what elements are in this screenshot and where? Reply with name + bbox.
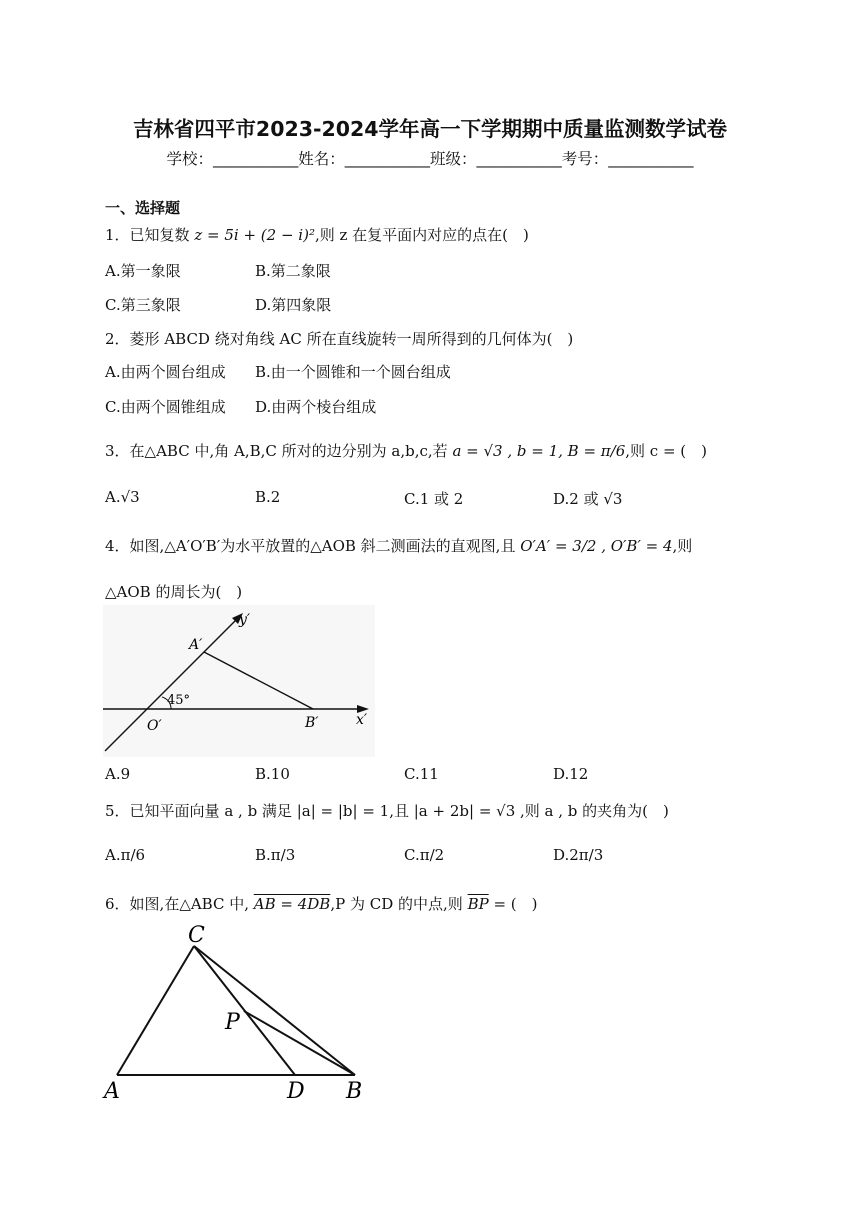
question-3-stem: 3．在△ABC 中,角 A,B,C 所对的边分别为 a,b,c,若 a = √3 , b = 1, B = π/6,则 c = ( ) xyxy=(105,442,708,460)
point-c-label: C xyxy=(188,923,205,948)
question-2-stem: 2．菱形 ABCD 绕对角线 AC 所在直线旋转一周所得到的几何体为( ) xyxy=(105,330,574,348)
q6-asked-vector: $\overline{BP}$ xyxy=(467,895,489,913)
q4-option-d[interactable]: D.12 xyxy=(553,765,589,783)
question-5-stem: 5．已知平面向量 a , b 满足 |a| = |b| = 1,且 |a + 2b| = √3 ,则 a , b 的夹角为( ) xyxy=(105,802,669,820)
q1-formula: z = 5i + (2 − i)² xyxy=(194,226,315,244)
q4-option-a[interactable]: A.9 xyxy=(105,765,131,783)
q4-option-b[interactable]: B.10 xyxy=(255,765,290,783)
question-1-stem: 1．已知复数 z = 5i + (2 − i)²,则 z 在复平面内对应的点在( ) xyxy=(105,226,529,244)
point-p-label: P xyxy=(225,1010,240,1035)
q3-option-c[interactable]: C.1 或 2 xyxy=(404,490,464,508)
q6-figure xyxy=(100,918,380,1108)
question-4-stem: 4．如图,△A′O′B′为水平放置的△AOB 斜二测画法的直观图,且 O′A′ = 3/2 , O′B′ = 4,则 xyxy=(105,537,693,555)
q5-option-d[interactable]: D.2π/3 xyxy=(553,846,604,864)
angle-label: 45° xyxy=(167,693,191,708)
question-6-stem: 6．如图,在△ABC 中, AB = 4DB,P 为 CD 的中点,则 $\overline{BP}$ = ( ) xyxy=(105,895,538,913)
q1-option-b[interactable]: B.第二象限 xyxy=(255,262,331,280)
q1-option-c[interactable]: C.第三象限 xyxy=(105,296,181,314)
q3-option-b[interactable]: B.2 xyxy=(255,488,281,506)
section-heading: 一、选择题 xyxy=(105,199,181,217)
segment-c-b xyxy=(194,946,355,1075)
segment-p-b xyxy=(244,1011,355,1075)
point-a-label: A xyxy=(104,1079,120,1104)
q1-option-a[interactable]: A.第一象限 xyxy=(105,262,181,280)
q2-option-a[interactable]: A.由两个圆台组成 xyxy=(105,363,226,381)
segment-a-c xyxy=(117,946,194,1075)
point-a-label: A′ xyxy=(189,637,203,653)
q5-option-c[interactable]: C.π/2 xyxy=(404,846,445,864)
q3-option-d[interactable]: D.2 或 √3 xyxy=(553,490,623,508)
point-b-label: B xyxy=(346,1079,363,1104)
question-4-stem-line2: △AOB 的周长为( ) xyxy=(105,583,243,601)
student-info-line: 学校：___________姓名：___________班级：___________考号：___________ xyxy=(166,150,694,168)
q4-figure xyxy=(103,605,375,757)
q2-option-d[interactable]: D.由两个棱台组成 xyxy=(255,398,377,416)
q4-option-c[interactable]: C.11 xyxy=(404,765,439,783)
point-d-label: D xyxy=(287,1079,305,1104)
q3-option-a[interactable]: A.√3 xyxy=(105,488,140,506)
y-axis-label: y′ xyxy=(239,612,251,628)
q4-condition: O′A′ = 3/2 , O′B′ = 4 xyxy=(520,537,673,555)
point-o-label: O′ xyxy=(147,718,162,734)
exam-title: 吉林省四平市2023-2024学年高一下学期期中质量监测数学试卷 xyxy=(132,117,728,141)
point-b-label: B′ xyxy=(305,715,319,731)
q3-condition: a = √3 , b = 1, B = π/6 xyxy=(452,442,626,460)
x-axis-label: x′ xyxy=(356,712,368,728)
q5-option-a[interactable]: A.π/6 xyxy=(105,846,146,864)
q1-option-d[interactable]: D.第四象限 xyxy=(255,296,332,314)
q2-option-b[interactable]: B.由一个圆锥和一个圆台组成 xyxy=(255,363,451,381)
q2-option-c[interactable]: C.由两个圆锥组成 xyxy=(105,398,226,416)
q5-option-b[interactable]: B.π/3 xyxy=(255,846,296,864)
q6-condition: AB = 4DB xyxy=(253,895,331,913)
